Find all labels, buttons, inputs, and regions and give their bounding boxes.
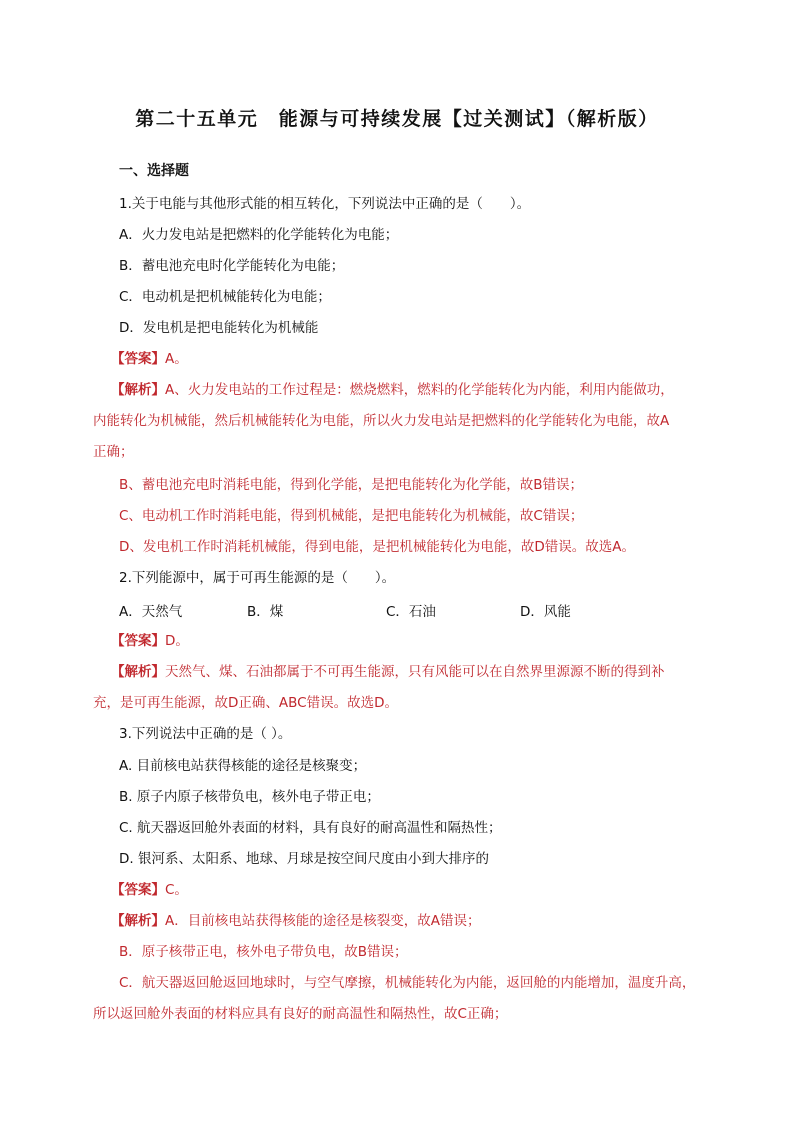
question-1-analysis-b: B、蓄电池充电时消耗电能，得到化学能，是把电能转化为化学能，故B错误； bbox=[119, 477, 584, 493]
question-1-analysis-c: C、电动机工作时消耗电能，得到机械能，是把电能转化为机械能，故C错误； bbox=[119, 508, 584, 524]
question-1-option-c: C．电动机是把机械能转化为电能； bbox=[119, 289, 331, 305]
analysis-tag: 【解析】 bbox=[111, 664, 165, 680]
analysis-tag: 【解析】 bbox=[111, 382, 165, 398]
question-2-answer bbox=[111, 632, 189, 650]
question-3-option-d: D. 银河系、太阳系、地球、月球是按空间尺度由小到大排序的 bbox=[119, 851, 489, 867]
question-3-analysis-b: B．原子核带正电，核外电子带负电，故B错误； bbox=[119, 944, 408, 960]
answer-tag: 【答案】 bbox=[111, 633, 165, 649]
question-1-analysis-line-2: 内能转化为机械能，然后机械能转化为电能，所以火力发电站是把燃料的化学能转化为电能，故A bbox=[93, 413, 670, 429]
section-heading: 一、选择题 bbox=[119, 163, 189, 179]
question-1-answer bbox=[111, 350, 188, 368]
question-1-analysis-line-1 bbox=[111, 381, 674, 399]
question-2-option-d: D．风能 bbox=[520, 604, 571, 620]
question-2-option-b: B．煤 bbox=[247, 604, 284, 620]
question-2-stem: 2.下列能源中，属于可再生能源的是（ ）。 bbox=[119, 570, 396, 586]
answer-value: C。 bbox=[165, 882, 188, 898]
question-3-option-a: A. 目前核电站获得核能的途径是核聚变； bbox=[119, 758, 367, 774]
question-1-analysis-d: D、发电机工作时消耗机械能，得到电能，是把机械能转化为电能，故D错误。故选A。 bbox=[119, 539, 636, 555]
question-2-option-c: C．石油 bbox=[386, 604, 436, 620]
answer-tag: 【答案】 bbox=[111, 351, 165, 367]
question-1-option-a: A．火力发电站是把燃料的化学能转化为电能； bbox=[119, 227, 399, 243]
question-1-option-b: B．蓄电池充电时化学能转化为电能； bbox=[119, 258, 345, 274]
answer-value: D。 bbox=[165, 633, 189, 649]
analysis-text: A．目前核电站获得核能的途径是核裂变，故A错误； bbox=[165, 913, 481, 929]
question-3-analysis-c-line-2: 所以返回舱外表面的材料应具有良好的耐高温性和隔热性，故C正确； bbox=[93, 1006, 508, 1022]
question-3-answer bbox=[111, 881, 188, 899]
question-1-analysis-line-3: 正确； bbox=[93, 444, 134, 460]
question-2-analysis-line-2: 充，是可再生能源，故D正确、ABC错误。故选D。 bbox=[93, 695, 398, 711]
question-1-stem: 1.关于电能与其他形式能的相互转化，下列说法中正确的是（ ）。 bbox=[119, 196, 531, 212]
question-3-analysis-c-line-1: C．航天器返回舱返回地球时，与空气摩擦，机械能转化为内能，返回舱的内能增加，温度升高， bbox=[119, 975, 696, 991]
question-3-option-c: C. 航天器返回舱外表面的材料，具有良好的耐高温性和隔热性； bbox=[119, 820, 502, 836]
answer-value: A。 bbox=[165, 351, 188, 367]
answer-tag: 【答案】 bbox=[111, 882, 165, 898]
question-3-stem: 3.下列说法中正确的是（ ）。 bbox=[119, 726, 292, 742]
analysis-tag: 【解析】 bbox=[111, 913, 165, 929]
analysis-text: 天然气、煤、石油都属于不可再生能源，只有风能可以在自然界里源源不断的得到补 bbox=[165, 664, 665, 680]
question-2-option-a: A．天然气 bbox=[119, 604, 183, 620]
page-title: 第二十五单元 能源与可持续发展【过关测试】（解析版） bbox=[135, 108, 659, 130]
question-1-option-d: D．发电机是把电能转化为机械能 bbox=[119, 320, 319, 336]
question-3-option-b: B. 原子内原子核带负电，核外电子带正电； bbox=[119, 789, 380, 805]
analysis-text: A、火力发电站的工作过程是：燃烧燃料，燃料的化学能转化为内能，利用内能做功， bbox=[165, 382, 674, 398]
question-3-analysis-a bbox=[111, 912, 480, 930]
question-2-analysis-line-1 bbox=[111, 663, 665, 681]
